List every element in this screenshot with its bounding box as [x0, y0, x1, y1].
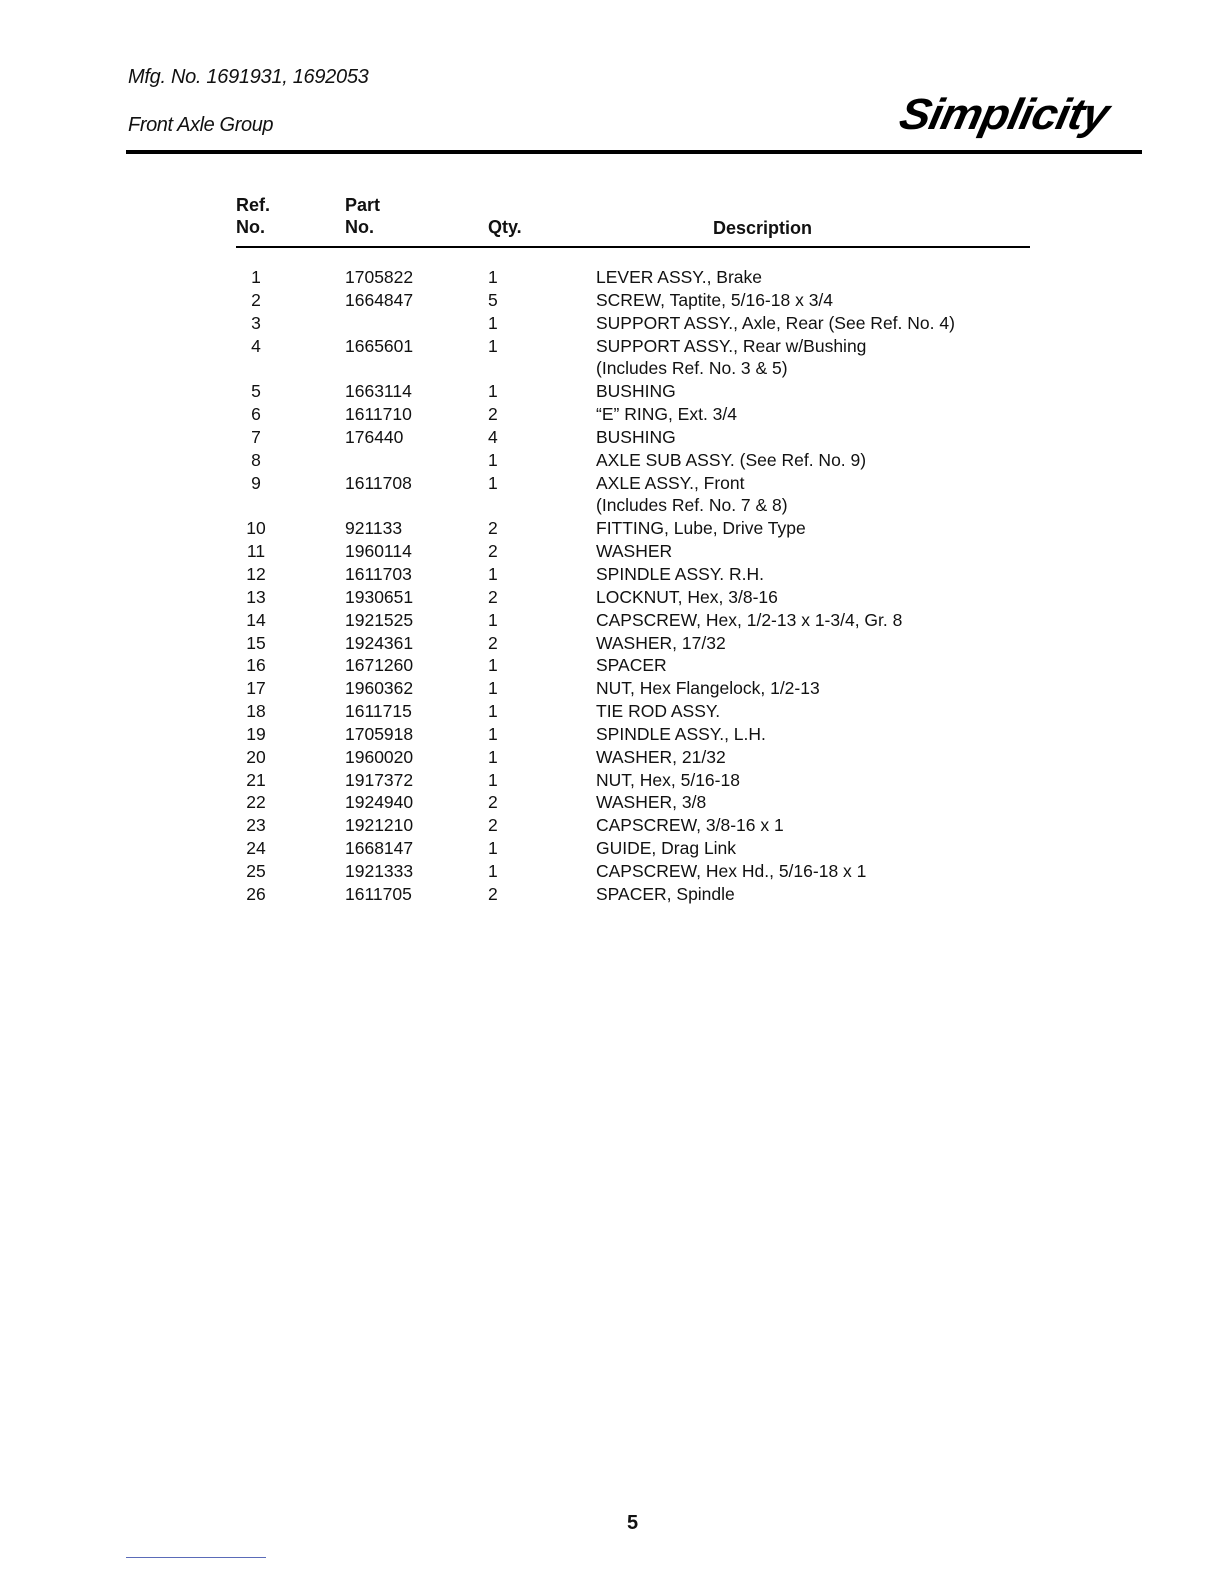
table-row: [0, 723, 1224, 746]
ref-cell: 18: [246, 701, 266, 722]
description-cell: WASHER: [596, 541, 673, 562]
part-number-cell: 1664847: [345, 289, 414, 310]
description-cell: LOCKNUT, Hex, 3/8-16: [596, 586, 778, 607]
table-row: [0, 632, 1224, 655]
part-number-cell: 1921525: [345, 609, 414, 630]
description-cell: SPINDLE ASSY., L.H.: [596, 723, 766, 744]
quantity-cell: 1: [488, 838, 498, 859]
description-cell: TIE ROD ASSY.: [596, 701, 721, 722]
part-number-cell: 1705918: [345, 723, 414, 744]
quantity-cell: 2: [488, 586, 498, 607]
ref-cell: 21: [246, 769, 266, 790]
ref-cell: 15: [246, 632, 266, 653]
quantity-cell: 1: [488, 335, 498, 356]
table-row: [0, 883, 1224, 906]
description-cell: SUPPORT ASSY., Rear w/Bushing: [596, 335, 867, 356]
description-cell: FITTING, Lube, Drive Type: [596, 518, 806, 539]
table-row: [0, 609, 1224, 632]
part-number-cell: 1917372: [345, 769, 414, 790]
column-header-description: Description: [713, 218, 813, 238]
ref-cell: 24: [246, 838, 266, 859]
ref-cell: 14: [246, 609, 266, 630]
ref-cell: 23: [246, 815, 266, 836]
description-cell: WASHER, 17/32: [596, 632, 726, 653]
description-cell: CAPSCREW, 3/8-16 x 1: [596, 815, 784, 836]
description-cell: LEVER ASSY., Brake: [596, 267, 763, 287]
quantity-cell: 2: [488, 404, 498, 425]
part-number-cell: 1924361: [345, 632, 414, 653]
table-row: [0, 472, 1224, 518]
description-cell: NUT, Hex, 5/16-18: [596, 769, 740, 790]
description-cell: SCREW, Taptite, 5/16-18 x 3/4: [596, 289, 834, 310]
footer-rule: [126, 1557, 266, 1558]
table-row: [0, 654, 1224, 677]
quantity-cell: 1: [488, 723, 498, 744]
ref-cell: 4: [251, 335, 261, 356]
description-cell: AXLE SUB ASSY. (See Ref. No. 9): [596, 449, 867, 470]
ref-cell: 6: [251, 404, 261, 425]
table-row: [0, 791, 1224, 814]
table-row: [0, 426, 1224, 449]
description-cell: CAPSCREW, Hex, 1/2-13 x 1-3/4, Gr. 8: [596, 609, 903, 630]
part-number-cell: 1921210: [345, 815, 414, 836]
ref-cell: 5: [251, 381, 261, 402]
table-row: [0, 700, 1224, 723]
ref-cell: 17: [246, 678, 266, 699]
table-row: [0, 266, 1224, 289]
part-number-cell: 176440: [345, 426, 404, 447]
part-number-cell: 1960362: [345, 678, 414, 699]
part-number-cell: 1671260: [345, 655, 414, 676]
column-header-part-line2: No.: [345, 217, 374, 237]
quantity-cell: 2: [488, 632, 498, 653]
ref-cell: 10: [246, 518, 266, 539]
quantity-cell: 1: [488, 449, 498, 470]
description-cell: GUIDE, Drag Link: [596, 838, 737, 859]
ref-cell: 11: [246, 541, 266, 562]
quantity-cell: 1: [488, 769, 498, 790]
quantity-cell: 2: [488, 792, 498, 813]
table-row: [0, 540, 1224, 563]
description-cell: AXLE ASSY., Front: [596, 472, 745, 493]
description-cell: CAPSCREW, Hex Hd., 5/16-18 x 1: [596, 860, 867, 881]
quantity-cell: 2: [488, 518, 498, 539]
ref-cell: 26: [246, 883, 266, 904]
ref-cell: 22: [246, 792, 266, 813]
column-header-ref-line2: No.: [236, 217, 265, 237]
quantity-cell: 1: [488, 746, 498, 767]
header-divider: [126, 150, 1142, 154]
description-cell: SPINDLE ASSY. R.H.: [596, 563, 764, 584]
description-cell: WASHER, 3/8: [596, 792, 707, 813]
table-row: [0, 814, 1224, 837]
mfg-number: Mfg. No. 1691931, 1692053: [128, 66, 369, 88]
brand-logo: Simplicity: [895, 88, 1114, 139]
column-header-part: [345, 194, 380, 238]
ref-cell: 13: [246, 586, 266, 607]
ref-cell: 2: [251, 289, 261, 310]
table-row: [0, 677, 1224, 700]
table-row: [0, 746, 1224, 769]
part-number-cell: 1611703: [345, 563, 412, 584]
part-number-cell: 1960114: [345, 541, 412, 562]
column-header-qty: Qty.: [488, 217, 522, 237]
part-number-cell: 1663114: [345, 381, 412, 402]
quantity-cell: 1: [488, 312, 498, 333]
part-number-cell: 1611715: [345, 701, 412, 722]
description-cell: SPACER, Spindle: [596, 883, 735, 904]
table-row: [0, 517, 1224, 540]
table-row: [0, 563, 1224, 586]
ref-cell: 16: [246, 655, 266, 676]
table-row: [0, 769, 1224, 792]
quantity-cell: 2: [488, 541, 498, 562]
part-number-cell: 1930651: [345, 586, 414, 607]
part-number-cell: 1960020: [345, 746, 414, 767]
part-number-cell: 1611708: [345, 472, 412, 493]
quantity-cell: 1: [488, 267, 498, 287]
quantity-cell: 1: [488, 860, 498, 881]
column-header-ref-line1: Ref.: [236, 195, 271, 215]
table-row: [0, 312, 1224, 335]
section-title: Front Axle Group: [128, 114, 274, 136]
description-cell: SUPPORT ASSY., Axle, Rear (See Ref. No. 4): [596, 312, 955, 333]
table-row: [0, 449, 1224, 472]
quantity-cell: 1: [488, 381, 498, 402]
table-row: [0, 289, 1224, 312]
ref-cell: 12: [246, 563, 266, 584]
table-row: [0, 380, 1224, 403]
part-number-cell: 1705822: [345, 267, 414, 287]
part-number-cell: 1665601: [345, 335, 414, 356]
table-row: [0, 860, 1224, 883]
part-number-cell: 1924940: [345, 792, 414, 813]
table-row: [0, 335, 1224, 381]
description-cell: “E” RING, Ext. 3/4: [596, 404, 737, 425]
table-row: [0, 586, 1224, 609]
ref-cell: 25: [246, 860, 266, 881]
ref-cell: 9: [251, 472, 261, 493]
description-cell: BUSHING: [596, 381, 676, 402]
part-number-cell: 1668147: [345, 838, 414, 859]
parts-table: [0, 266, 1224, 906]
ref-cell: 1: [251, 267, 261, 287]
table-row: [0, 837, 1224, 860]
quantity-cell: 1: [488, 563, 498, 584]
ref-cell: 19: [246, 723, 266, 744]
description-cell: NUT, Hex Flangelock, 1/2-13: [596, 678, 820, 699]
column-header-ref: [236, 194, 270, 238]
table-row: [0, 403, 1224, 426]
quantity-cell: 1: [488, 609, 498, 630]
ref-cell: 8: [251, 449, 261, 470]
quantity-cell: 5: [488, 289, 498, 310]
page-number: 5: [627, 1512, 639, 1534]
quantity-cell: 1: [488, 678, 498, 699]
column-header-part-line1: Part: [345, 195, 381, 215]
description-cell: WASHER, 21/32: [596, 746, 726, 767]
table-header-divider: [236, 246, 1030, 248]
ref-cell: 7: [251, 426, 261, 447]
quantity-cell: 2: [488, 815, 498, 836]
description-cell: SPACER: [596, 655, 667, 676]
part-number-cell: 1611710: [345, 404, 412, 425]
description-cell-continued: (Includes Ref. No. 7 & 8): [596, 495, 788, 516]
part-number-cell: 1611705: [345, 883, 412, 904]
ref-cell: 3: [251, 312, 261, 333]
quantity-cell: 1: [488, 701, 498, 722]
ref-cell: 20: [246, 746, 266, 767]
description-cell: BUSHING: [596, 426, 676, 447]
quantity-cell: 1: [488, 655, 498, 676]
quantity-cell: 2: [488, 883, 498, 904]
quantity-cell: 1: [488, 472, 498, 493]
description-cell-continued: (Includes Ref. No. 3 & 5): [596, 358, 788, 379]
quantity-cell: 4: [488, 426, 498, 447]
part-number-cell: 1921333: [345, 860, 414, 881]
part-number-cell: 921133: [345, 518, 403, 539]
